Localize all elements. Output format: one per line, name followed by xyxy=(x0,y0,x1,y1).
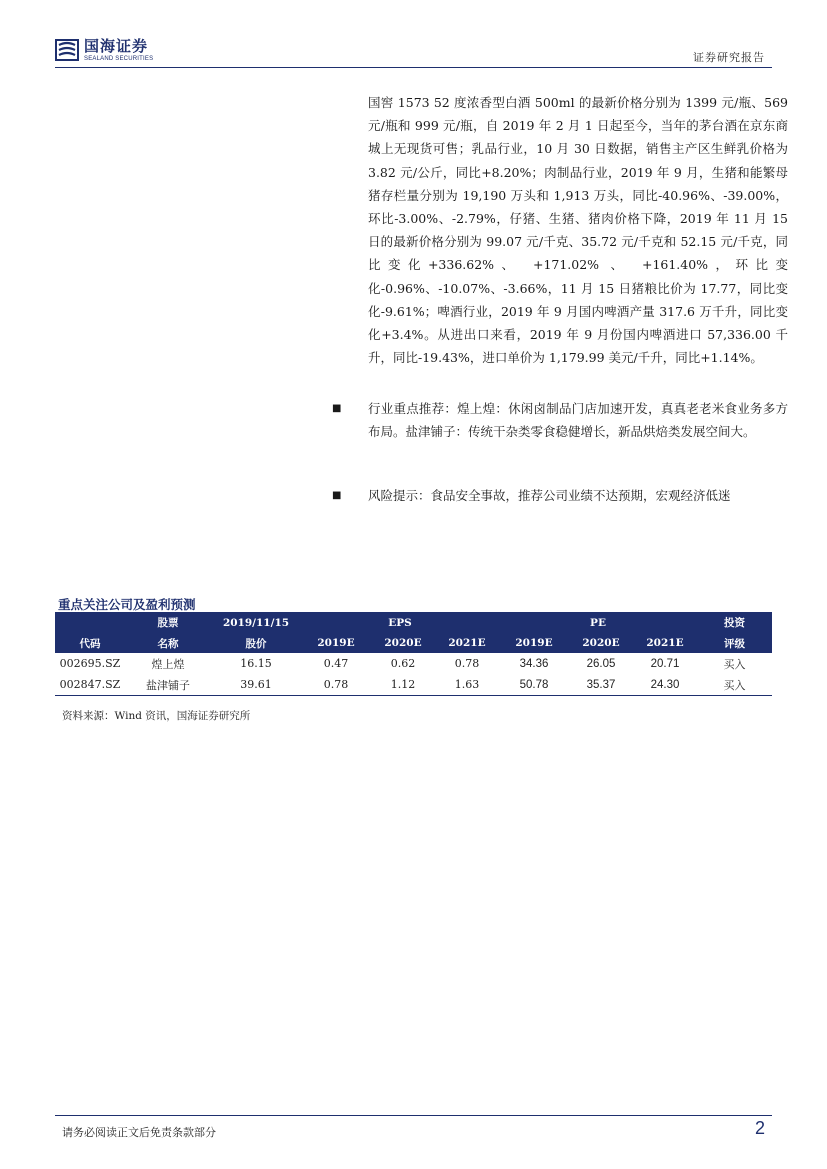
industry-data-paragraph: 国窖 1573 52 度浓香型白酒 500ml 的最新价格分别为 1399 元/瓶、569 元/瓶和 999 元/瓶，自 2019 年 2 月 1 日起至今，当年的茅台酒在京东商城上无现货可售；乳品行业，10 月 30 日数据，销售主产区生鲜乳价格为 3.82 元/公斤，同比+8.20%；肉制品行业，2019 年 9 月，生猪和能繁母猪存栏量分别为 19,190 万头和 1,913 万头，同比-40.96%、-39.00%，环比-3.00%、-2.79%，仔猪、生猪、猪肉价格下降，2019 年 11 月 15 日的最新价格分别为 99.07 元/千克、35.72 元/千克和 52.15 元/千克，同比变化+336.62%、 +171.02% 、 +161.40%，环比变化-0.96%、-10.07%、-3.66%，11 月 15 日猪粮比价为 17.77，同比变化-9.61%；啤酒行业，2019 年 9 月国内啤酒产量 317.6 万千升，同比变化+3.4%。从进出口来看，2019 年 9 月份国内啤酒进口 57,336.00 千升，同比-19.43%，进口单价为 1,179.99 美元/千升，同比+1.14%。 xyxy=(368,95,788,366)
cell-pe-2020: 26.05 xyxy=(586,657,616,670)
bullet-risk xyxy=(332,484,788,507)
page-number: 2 xyxy=(754,1118,765,1138)
logo-chinese-name: 国海证券 xyxy=(84,36,149,55)
cell-pe-2020: 35.37 xyxy=(569,674,633,696)
header-date: 2019/11/15 xyxy=(211,612,301,633)
header-eps-2021: 2021E xyxy=(435,633,499,653)
header-rating-top: 投资 xyxy=(697,612,772,633)
cell-pe-2019: 34.36 xyxy=(519,657,549,670)
bullet-square-icon: ■ xyxy=(332,490,342,501)
report-type-label: 证券研究报告 xyxy=(693,51,765,64)
logo-english-name: SEALAND SECURITIES xyxy=(84,55,154,62)
cell-pe-2019: 50.78 xyxy=(499,674,569,696)
header-pe-2019: 2019E xyxy=(499,633,569,653)
cell-pe-2021: 20.71 xyxy=(650,657,680,670)
sealand-logo-icon xyxy=(55,38,79,62)
company-logo xyxy=(55,37,153,63)
cell-code: 002695.SZ xyxy=(59,657,121,670)
cell-price: 16.15 xyxy=(240,657,272,670)
header-name: 名称 xyxy=(125,633,211,653)
header-price: 股价 xyxy=(211,633,301,653)
header-pe-2021: 2021E xyxy=(633,633,697,653)
table-title: 重点关注公司及盈利预测 xyxy=(58,597,196,612)
cell-code: 002847.SZ xyxy=(55,674,125,696)
bullet-square-icon: ■ xyxy=(332,403,342,414)
bullet-recommendation-text: 行业重点推荐：煌上煌：休闲卤制品门店加速开发，真真老老米食业务多方布局。盐津铺子：传统干杂类零食稳健增长，新品烘焙类发展空间大。 xyxy=(368,401,788,440)
table-header-row-1 xyxy=(55,612,772,633)
cell-eps-2021: 1.63 xyxy=(435,674,499,696)
cell-price: 39.61 xyxy=(211,674,301,696)
header-rating: 评级 xyxy=(697,633,772,653)
table-source-note: 资料来源：Wind 资讯，国海证券研究所 xyxy=(62,710,251,722)
header-pe: PE xyxy=(499,612,697,633)
header-pe-2020: 2020E xyxy=(569,633,633,653)
header-code: 代码 xyxy=(55,633,125,653)
cell-eps-2020: 1.12 xyxy=(371,674,435,696)
table-header-row-2 xyxy=(55,633,772,653)
cell-name: 煌上煌 xyxy=(151,657,185,671)
table-row xyxy=(55,653,772,674)
bullet-recommendation xyxy=(332,397,788,443)
header-divider xyxy=(55,67,772,68)
cell-eps-2019: 0.47 xyxy=(323,657,349,670)
footer-disclaimer: 请务必阅读正文后免责条款部分 xyxy=(62,1126,216,1139)
header-eps-2019: 2019E xyxy=(301,633,371,653)
cell-eps-2020: 0.62 xyxy=(390,657,416,670)
header-cell xyxy=(55,612,125,633)
table-row xyxy=(55,674,772,696)
header-eps-2020: 2020E xyxy=(371,633,435,653)
cell-name: 盐津铺子 xyxy=(125,674,211,696)
footer-divider xyxy=(55,1115,772,1116)
cell-rating: 买入 xyxy=(697,674,772,696)
header-eps: EPS xyxy=(301,612,499,633)
bullet-risk-text: 风险提示：食品安全事故，推荐公司业绩不达预期，宏观经济低迷 xyxy=(368,488,731,503)
header-stock: 股票 xyxy=(125,612,211,633)
cell-eps-2021: 0.78 xyxy=(454,657,480,670)
cell-eps-2019: 0.78 xyxy=(301,674,371,696)
cell-pe-2021: 24.30 xyxy=(633,674,697,696)
cell-rating: 买入 xyxy=(723,657,746,671)
earnings-forecast-table xyxy=(55,612,772,696)
